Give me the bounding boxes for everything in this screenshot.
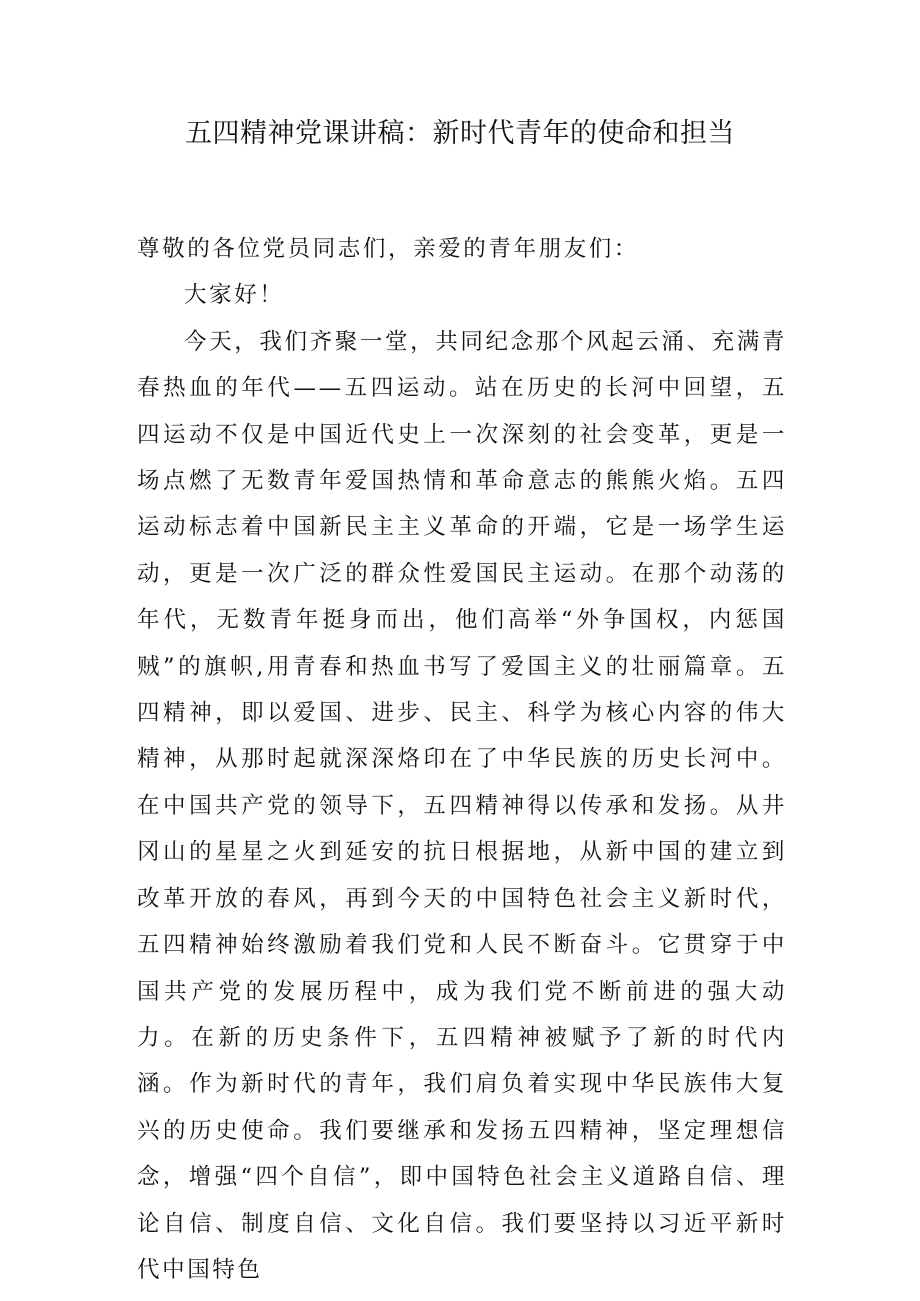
- greeting: 大家好！: [184, 282, 285, 309]
- document-title: 五四精神党课讲稿：新时代青年的使命和担当: [185, 118, 735, 149]
- body-paragraph: 今天，我们齐聚一堂，共同纪念那个风起云涌、充满青春热血的年代——五四运动。站在历史的长河中回望，五四运动不仅是中国近代史上一次深刻的社会变革，更是一场点燃了无数青年爱国热情和革命意志的熊熊火焰。五四运动标志着中国新民主主义革命的开端，它是一场学生运动，更是一次广泛的群众性爱国民主运动。在那个动荡的年代，无数青年挺身而出，他们高举“外争国权，内惩国贼”的旗帜,用青春和热血书写了爱国主义的壮丽篇章。五四精神，即以爱国、进步、民主、科学为核心内容的伟大精神，从那时起就深深烙印在了中华民族的历史长河中。在中国共产党的领导下，五四精神得以传承和发扬。从井冈山的星星之火到延安的抗日根据地，从新中国的建立到改革开放的春风，再到今天的中国特色社会主义新时代，五四精神始终激励着我们党和人民不断奋斗。它贯穿于中国共产党的发展历程中，成为我们党不断前进的强大动力。在新的历史条件下，五四精神被赋予了新的时代内涵。作为新时代的青年，我们肩负着实现中华民族伟大复兴的历史使命。我们要继承和发扬五四精神，坚定理想信念，增强“四个自信”，即中国特色社会主义道路自信、理论自信、制度自信、文化自信。我们要坚持以习近平新时代中国特色: [137, 328, 787, 1283]
- salutation: 尊敬的各位党员同志们，亲爱的青年朋友们：: [137, 236, 640, 262]
- document-body: [137, 226, 787, 1293]
